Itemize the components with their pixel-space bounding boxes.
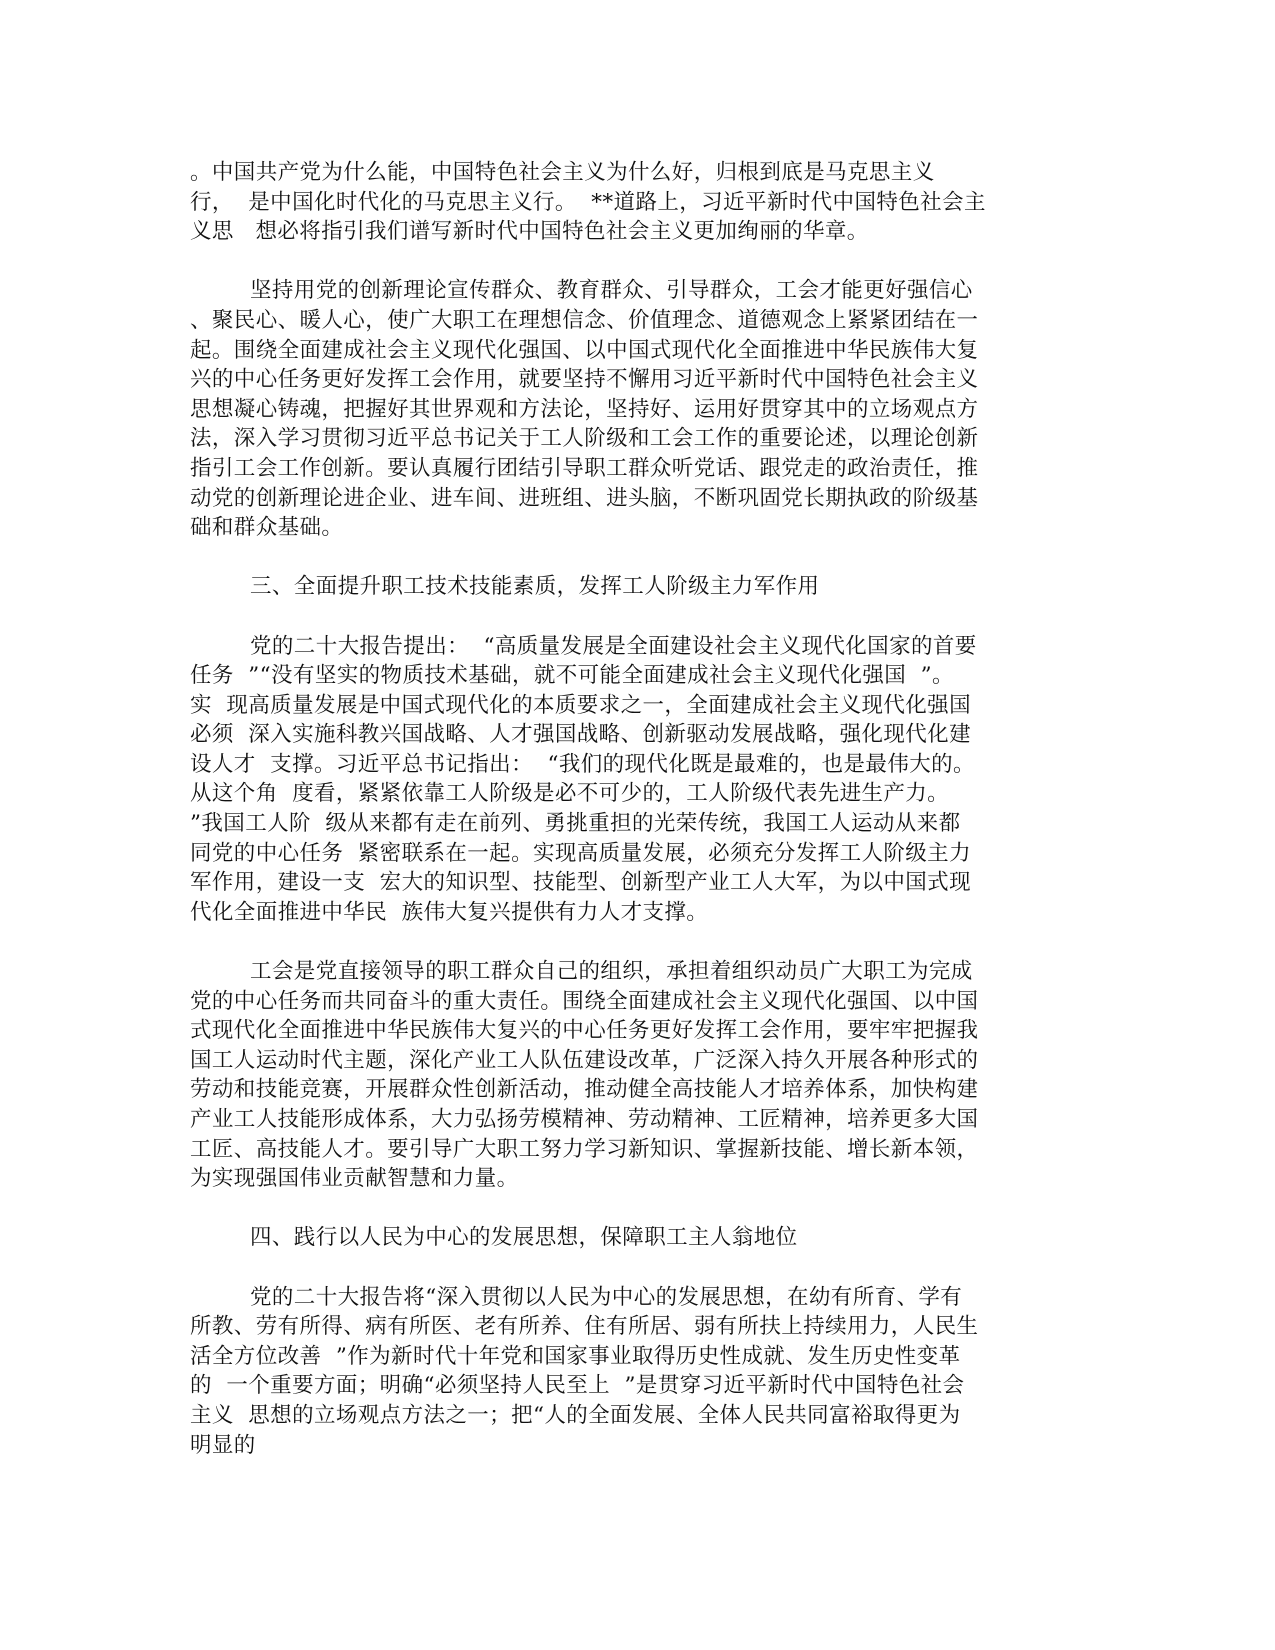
text-line: 式现代化全面推进中华民族伟大复兴的中心任务更好发挥工会作用，要牢牢把握我 <box>190 1018 979 1044</box>
text-line: 行， 是中国化时代化的马克思主义行。 **道路上，习近平新时代中国特色社会主 <box>190 189 986 215</box>
text-line: 党的二十大报告提出： “高质量发展是全面建设社会主义现代化国家的首要 <box>250 633 977 659</box>
paragraph-2 <box>190 276 1090 542</box>
text-line: 明显的 <box>190 1432 256 1458</box>
section-heading-3 <box>190 572 1090 602</box>
text-line: 指引工会工作创新。要认真履行团结引导职工群众听党话、跟党走的政治责任，推 <box>190 455 979 481</box>
paragraph-4 <box>190 632 1090 928</box>
text-line: 主义 思想的立场观点方法之一；把“人的全面发展、全体人民共同富裕取得更为 <box>190 1402 961 1428</box>
text-line: 动党的创新理论进企业、进车间、进班组、进头脑，不断巩固党长期执政的阶级基 <box>190 485 979 511</box>
text-line: 义思 想必将指引我们谱写新时代中国特色社会主义更加绚丽的华章。 <box>190 219 869 245</box>
section-heading: 三、全面提升职工技术技能素质，发挥工人阶级主力军作用 <box>250 574 820 600</box>
paragraph-5 <box>190 957 1090 1194</box>
text-line: 础和群众基础。 <box>190 515 344 541</box>
text-line: 起。围绕全面建成社会主义现代化强国、以中国式现代化全面推进中华民族伟大复 <box>190 337 979 363</box>
text-line: 为实现强国伟业贡献智慧和力量。 <box>190 1166 519 1192</box>
text-line: 同党的中心任务 紧密联系在一起。实现高质量发展，必须充分发挥工人阶级主力 <box>190 840 971 866</box>
text-line: 所教、劳有所得、病有所医、老有所养、住有所居、弱有所扶上持续用力，人民生 <box>190 1314 979 1340</box>
text-line: 的 一个重要方面；明确“必须坚持人民至上 ”是贯穿习近平新时代中国特色社会 <box>190 1373 965 1399</box>
text-line: 从这个角 度看，紧紧依靠工人阶级是必不可少的，工人阶级代表先进生产力。 <box>190 781 950 807</box>
text-line: 国工人运动时代主题，深化产业工人队伍建设改革，广泛深入持久开展各种形式的 <box>190 1047 979 1073</box>
text-line: 劳动和技能竞赛，开展群众性创新活动，推动健全高技能人才培养体系，加快构建 <box>190 1077 979 1103</box>
text-line: 坚持用党的创新理论宣传群众、教育群众、引导群众，工会才能更好强信心 <box>250 278 973 304</box>
document-body <box>190 158 1090 1490</box>
section-heading-4 <box>190 1223 1090 1253</box>
text-line: 必须 深入实施科教兴国战略、人才强国战略、创新驱动发展战略，强化现代化建 <box>190 722 971 748</box>
text-line: 活全方位改善 ”作为新时代十年党和国家事业取得历史性成就、发生历史性变革 <box>190 1343 961 1369</box>
paragraph-7 <box>190 1283 1090 1461</box>
text-line: 法，深入学习贯彻习近平总书记关于工人阶级和工会工作的重要论述，以理论创新 <box>190 426 979 452</box>
text-line: 思想凝心铸魂，把握好其世界观和方法论，坚持好、运用好贯穿其中的立场观点方 <box>190 396 979 422</box>
text-line: ”我国工人阶 级从来都有走在前列、勇挑重担的光荣传统，我国工人运动从来都 <box>190 811 961 837</box>
text-line: 实 现高质量发展是中国式现代化的本质要求之一，全面建成社会主义现代化强国 <box>190 692 971 718</box>
text-line: 工匠、高技能人才。要引导广大职工努力学习新知识、掌握新技能、增长新本领， <box>190 1136 979 1162</box>
text-line: 党的中心任务而共同奋斗的重大责任。围绕全面建成社会主义现代化强国、以中国 <box>190 988 979 1014</box>
text-line: 代化全面推进中华民 族伟大复兴提供有力人才支撑。 <box>190 899 709 925</box>
text-line: 兴的中心任务更好发挥工会作用，就要坚持不懈用习近平新时代中国特色社会主义 <box>190 367 979 393</box>
section-heading: 四、践行以人民为中心的发展思想，保障职工主人翁地位 <box>250 1225 798 1251</box>
text-line: 任务 ”“没有坚实的物质技术基础，就不可能全面建成社会主义现代化强国 ”。 <box>190 663 954 689</box>
text-line: 党的二十大报告将“深入贯彻以人民为中心的发展思想，在幼有所育、学有 <box>250 1284 963 1310</box>
text-line: 产业工人技能形成体系，大力弘扬劳模精神、劳动精神、工匠精神，培养更多大国 <box>190 1107 979 1132</box>
text-line: 工会是党直接领导的职工群众自己的组织，承担着组织动员广大职工为完成 <box>250 959 973 985</box>
text-line: 。中国共产党为什么能，中国特色社会主义为什么好，归根到底是马克思主义 <box>190 160 935 185</box>
paragraph-1 <box>190 158 1090 247</box>
text-line: 、聚民心、暖人心，使广大职工在理想信念、价值理念、道德观念上紧紧团结在一 <box>190 307 979 333</box>
text-line: 设人才 支撑。习近平总书记指出： “我们的现代化既是最难的，也是最伟大的。 <box>190 751 975 777</box>
text-line: 军作用，建设一支 宏大的知识型、技能型、创新型产业工人大军，为以中国式现 <box>190 870 971 896</box>
